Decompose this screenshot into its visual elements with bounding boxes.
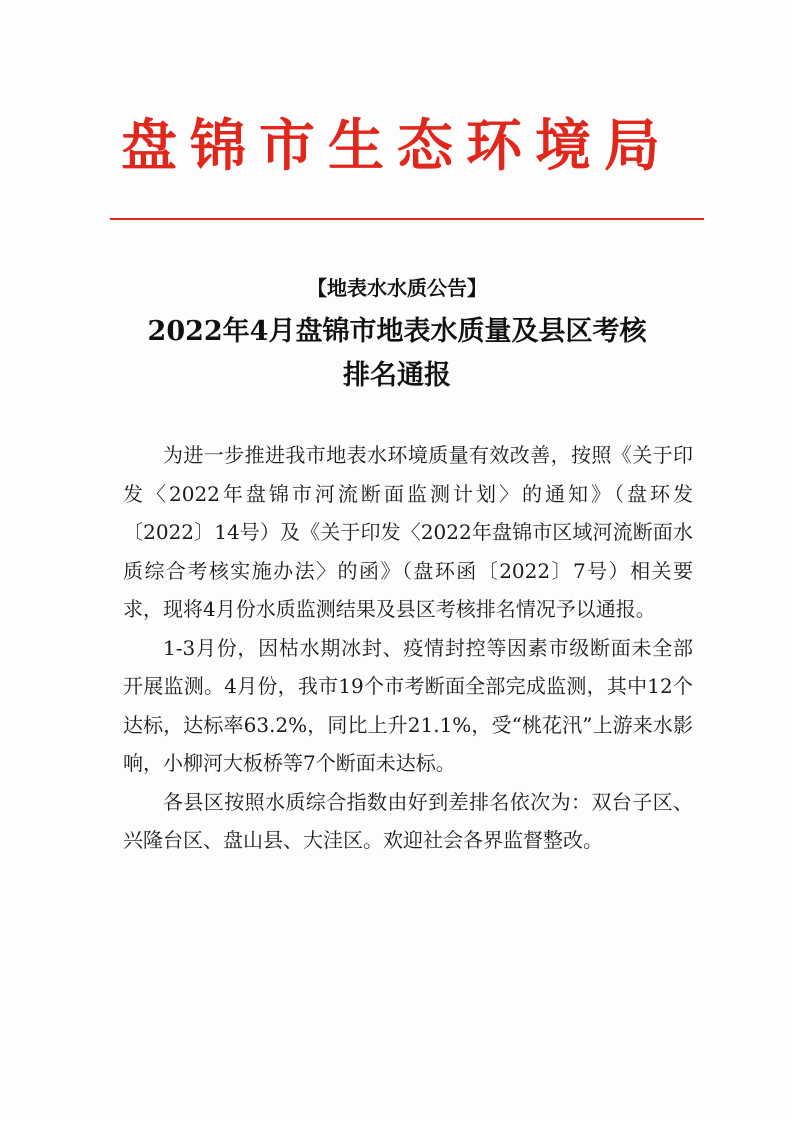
body-paragraph-3: 各县区按照水质综合指数由好到差排名依次为：双台子区、兴隆台区、盘山县、大洼区。欢迎社会各界监督整改。 bbox=[123, 789, 693, 852]
organization-header: 盘锦市生态环境局 bbox=[121, 113, 673, 179]
body-paragraph-1: 为进一步推进我市地表水环境质量有效改善，按照《关于印发〈2022年盘锦市河流断面监测计划〉的通知》（盘环发〔2022〕14号）及《关于印发〈2022年盘锦市区域河流断面水质综合考核实施办法〉的函》（盘环函〔2022〕7号）相关要求，现将4月份水质监测结果及县区考核排名情况予以通报。 bbox=[123, 443, 693, 621]
document-title bbox=[90, 310, 704, 398]
header-divider bbox=[110, 218, 704, 220]
document-title-line-2: 排名通报 bbox=[343, 360, 451, 391]
notice-category-tag: 【地表水水质公告】 bbox=[307, 276, 487, 300]
document-title-line-1: 2022年4月盘锦市地表水质量及县区考核 bbox=[147, 316, 647, 347]
document-body bbox=[123, 436, 693, 860]
body-paragraph-2: 1-3月份，因枯水期冰封、疫情封控等因素市级断面未全部开展监测。4月份，我市19个市考断面全部完成监测，其中12个达标，达标率63.2%，同比上升21.1%，受“桃花汛”上游来水影响，小柳河大板桥等7个断面未达标。 bbox=[123, 635, 693, 775]
